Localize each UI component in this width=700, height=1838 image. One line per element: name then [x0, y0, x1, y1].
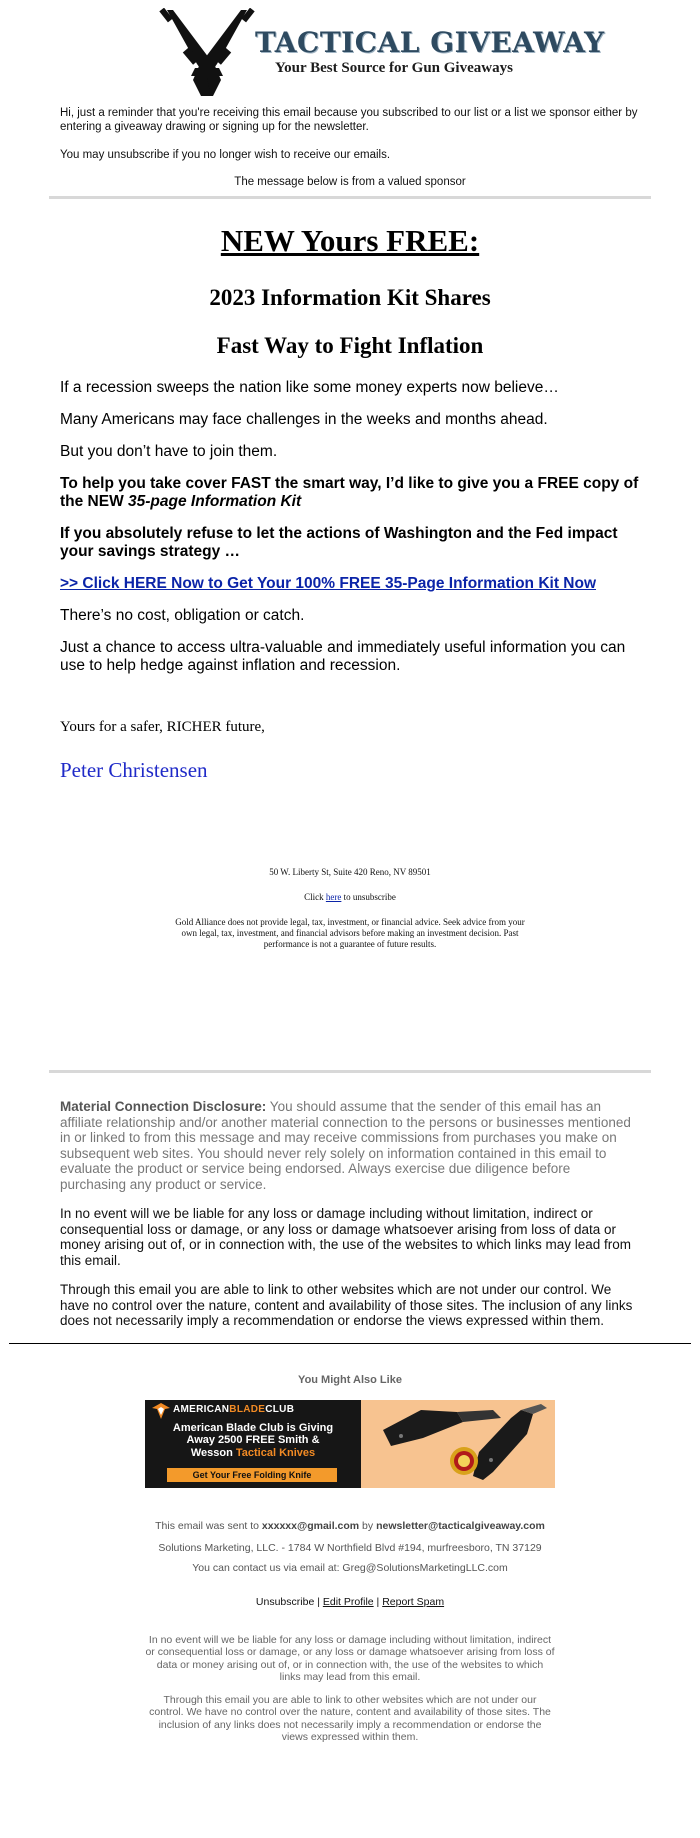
brand-tagline: Your Best Source for Gun Giveaways: [275, 60, 513, 76]
divider: [9, 1343, 691, 1344]
divider: [49, 1070, 651, 1073]
ad-subhead-1: 2023 Information Kit Shares: [209, 285, 491, 310]
link-separator: |: [373, 1595, 383, 1608]
unsubscribe-suffix: to unsubscribe: [341, 892, 396, 902]
company-address: Solutions Marketing, LLC. - 1784 W Northfield Blvd #194, murfreesboro, TN 37129: [158, 1541, 542, 1554]
sender-email: newsletter@tacticalgiveaway.com: [376, 1519, 545, 1532]
ad-paragraph: Just a chance to access ultra-valuable and immediately useful information you can use to help hedge against inflation and recession.: [60, 639, 626, 674]
american-blade-club-banner[interactable]: [145, 1400, 555, 1488]
unsubscribe-prefix: Click: [304, 892, 326, 902]
external-links-text: Through this email you are able to link to other websites which are not under our control. We have no control over the nature, content and availability of those sites. The inclusion of any links does not necessarily imply a recommendation or endorse the views expressed within them.: [60, 1282, 633, 1328]
closing-text: Yours for a safer, RICHER future,: [60, 719, 265, 735]
ad-subhead-2: Fast Way to Fight Inflation: [216, 333, 484, 358]
ad-offer-emphasis: 35-page Information Kit: [128, 493, 302, 510]
liability-text: In no event will we be liable for any loss or damage including without limitation, indirect or consequential loss or damage, or any loss or damage whatsoever arising from loss of data or money arising out of, or in connection with, the use of the websites to which links may lead from this email.: [60, 1206, 632, 1268]
signer-name: Peter Christensen: [60, 758, 208, 782]
club-name-c: CLUB: [265, 1403, 295, 1415]
banner-promo-text: [153, 1422, 353, 1460]
edit-profile-link[interactable]: Edit Profile: [322, 1595, 374, 1608]
sponsor-unsubscribe-line: [0, 892, 700, 903]
newsletter-footer: [0, 1374, 700, 1744]
promo-line-b: Tactical Knives: [235, 1446, 316, 1459]
ad-headline: NEW Yours FREE:: [220, 223, 480, 258]
link-separator: |: [314, 1595, 323, 1608]
ad-body: [0, 379, 700, 675]
sponsor-note: The message below is from a valued sponsor: [234, 176, 466, 188]
disclosure-section: [0, 1099, 700, 1329]
sent-prefix: This email was sent to: [155, 1519, 262, 1532]
crossed-rifles-icon: [157, 8, 257, 100]
ad-paragraph: Many Americans may face challenges in the weeks and months ahead.: [60, 411, 548, 428]
guarantee-seal-icon: [449, 1446, 479, 1476]
footer-liability: In no event will we be liable for any loss or damage including without limitation, indirect or consequential loss or damage, or any loss or damage whatsoever arising from loss of data or money arising out of, or in connection with, the use of the websites to which links may lead from this email.: [145, 1633, 555, 1683]
brand-title: TACTICAL GIVEAWAY: [255, 26, 605, 59]
ad-paragraph: If a recession sweeps the nation like some money experts now believe…: [60, 379, 559, 396]
ad-paragraph: If you absolutely refuse to let the actions of Washington and the Fed impact your savings strategy …: [60, 525, 618, 560]
ad-offer-text: To help you take cover FAST the smart way, I’d like to give you a FREE copy of the NEW: [60, 475, 639, 510]
promo-line: [153, 1447, 353, 1460]
reminder-text: Hi, just a reminder that you're receiving this email because you subscribed to our list or a list we sponsor either by entering a giveaway drawing or signing up for the newsletter.: [60, 107, 638, 133]
sent-to-line: [0, 1520, 700, 1532]
recipient-email: xxxxxx@gmail.com: [261, 1519, 360, 1532]
disclosure-text: You should assume that the sender of this email has an affiliate relationship and/or another material connection to the persons or businesses mentioned in or linked to from this message and may receive commissions from purchases you make on subsequent web sites. You should never rely solely on information contained in this email to evaluate the product or service being endorsed. Always exercise due diligence before purchasing any product or service.: [60, 1099, 631, 1192]
contact-email: You can contact us via email at: Greg@SolutionsMarketingLLC.com: [192, 1561, 508, 1574]
unsubscribe-link[interactable]: Unsubscribe: [255, 1595, 315, 1608]
ad-offer-paragraph: [60, 475, 640, 511]
subscription-notice: [0, 100, 700, 162]
sponsor-footer: [0, 867, 700, 950]
promo-line-a: Wesson: [190, 1446, 236, 1459]
promo-line: American Blade Club is Giving: [172, 1421, 334, 1434]
material-disclosure: [60, 1099, 640, 1192]
signoff: [0, 719, 700, 783]
sponsor-disclaimer: Gold Alliance does not provide legal, tax, investment, or financial advice. Seek advice from your own legal, tax, investment, and financial advisors before making an investment decision. Past performance is not a guarantee of future results.: [175, 917, 525, 949]
sponsor-address: 50 W. Liberty St, Suite 420 Reno, NV 89501: [269, 867, 431, 877]
footer-legal: [0, 1634, 700, 1744]
unsubscribe-note: You may unsubscribe if you no longer wish to receive our emails.: [60, 149, 391, 161]
header-logo[interactable]: [0, 0, 700, 100]
might-also-like-title: You Might Also Like: [298, 1373, 402, 1386]
banner-cta-button[interactable]: Get Your Free Folding Knife: [167, 1468, 337, 1482]
sponsor-unsubscribe-link[interactable]: here: [325, 892, 342, 902]
info-kit-cta-link[interactable]: >> Click HERE Now to Get Your 100% FREE 35-Page Information Kit Now: [60, 575, 597, 592]
sent-by: by: [359, 1519, 377, 1532]
hawk-logo-icon: [151, 1402, 171, 1420]
footer-links: [0, 1596, 700, 1608]
ad-paragraph: But you don’t have to join them.: [60, 443, 278, 460]
club-name-a: AMERICAN: [173, 1403, 230, 1415]
ad-paragraph: There’s no cost, obligation or catch.: [60, 607, 305, 624]
disclosure-label: Material Connection Disclosure:: [60, 1099, 267, 1114]
divider: [49, 196, 651, 199]
promo-line: Away 2500 FREE Smith &: [186, 1434, 320, 1446]
report-spam-link[interactable]: Report Spam: [382, 1595, 445, 1608]
club-name-b: BLADE: [229, 1403, 266, 1415]
footer-external-links: Through this email you are able to link to other websites which are not under our control. We have no control over the nature, content and availability of those sites. The inclusion of any links does not necessarily imply a recommendation or endorse the views expressed within them.: [149, 1693, 551, 1743]
banner-club-name: [173, 1404, 294, 1415]
